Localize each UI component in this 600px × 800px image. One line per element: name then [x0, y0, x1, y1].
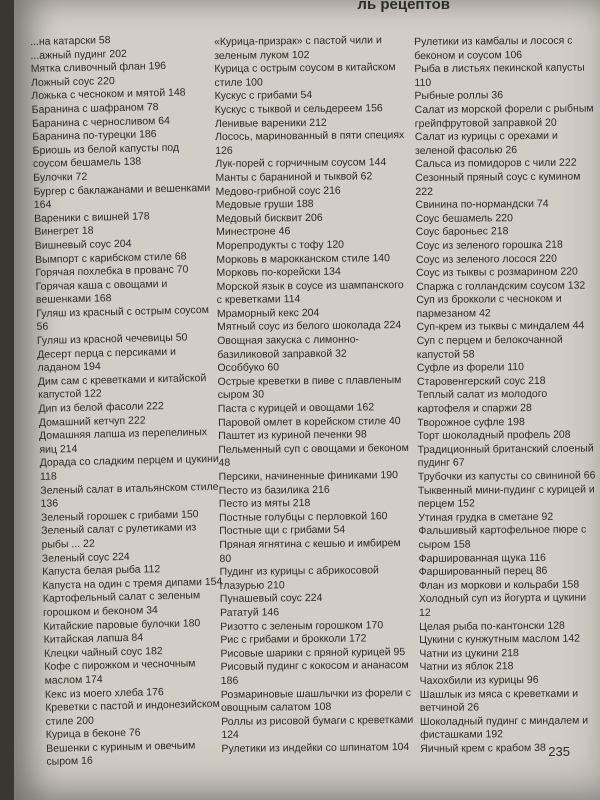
index-entry: Утиная грудка в сметане 92 [418, 510, 554, 524]
index-entry: Рисовые шарики с пряной курицей 95 [220, 645, 406, 660]
index-entry: Китайская лапша 84 [43, 631, 144, 646]
index-entry: Вишневый соус 204 [34, 237, 132, 252]
index-entry: Фальшивый картофельное пюре с сыром 158 [418, 523, 587, 551]
index-entry: Дип из белой фасоли 222 [38, 400, 164, 415]
index-entry: Чатни из цукини 218 [419, 646, 519, 660]
index-entry: ...ажный пудинг 202 [30, 47, 127, 62]
index-entry: Особбуко 60 [217, 361, 280, 375]
index-entry: Ленивые вареники 212 [214, 116, 327, 130]
index-entry: Горячая каша с овощами и вешенками 168 [35, 277, 168, 307]
index-entry: Теплый салат из молодого картофеля и спаржи 28 [417, 388, 548, 416]
index-entry: Фаршированная щука 116 [418, 551, 546, 565]
index-entry: Медово-грибной соус 216 [215, 184, 341, 198]
index-entry: Пельменный суп с овощами и беконом 48 [218, 441, 409, 470]
page-header: ль рецептов [357, 0, 450, 13]
index-entry: Домашняя лапша из перепелиных яиц 214 [38, 426, 208, 456]
book-page [14, 0, 600, 800]
index-entry: Салат из курицы с орехами и зеленой фасолью 26 [414, 129, 558, 157]
index-entry: Бургер с баклажанами и вешенками 164 [33, 181, 211, 212]
index-entry: Булочки 72 [33, 170, 88, 184]
index-entry: Флан из моркови и кольраби 158 [418, 578, 580, 592]
index-entry: Соус из зеленого горошка 218 [415, 238, 563, 252]
page-number: 235 [548, 744, 570, 759]
index-entry: Ложный соус 220 [30, 74, 115, 89]
index-entry: Рулетики из индейки со шпинатом 104 [221, 740, 410, 755]
index-entry: Роллы из рисовой бумаги с креветками 124 [221, 713, 414, 742]
index-entry: Цукини с кунжутным маслом 142 [419, 632, 581, 647]
index-entry: Горячая похлебка в прованс 70 [35, 263, 189, 280]
index-entry: Творожное суфле 198 [417, 415, 525, 429]
index-column-2 [214, 34, 417, 756]
index-entry: Розмариновые шашлычки из форели с овощным салатом 108 [220, 686, 412, 715]
index-entry: Соус из тыквы с розмарином 220 [416, 265, 578, 280]
index-entry: Гуляш из красный с острым соусом 56 [36, 303, 210, 334]
index-entry: Свинина по-нормандски 74 [415, 197, 549, 212]
index-entry: Морепродукты с тофу 120 [216, 238, 345, 252]
index-entry: Пунашевый соус 224 [219, 592, 323, 606]
index-entry: Пряная ягнятина с кешью и имбирем 80 [219, 537, 401, 565]
index-entry: Курица с острым соусом в китайском стиле 100 [214, 61, 396, 89]
index-entry: Кофе с пирожком и чесночным маслом 174 [44, 657, 196, 687]
index-entry: Холодный суп из йогурта и цукини 12 [418, 591, 587, 619]
index-entry: Салат из морской форели с рыбным грейпфрутовой заправкой 20 [414, 102, 594, 130]
index-entry: Суп с перцем и белокочанной капустой 58 [416, 333, 563, 361]
index-entry: Торт шоколадный профель 208 [417, 428, 571, 443]
index-entry: Баранина с шафраном 78 [31, 101, 159, 116]
index-entry: Домашний кетчуп 222 [38, 414, 146, 429]
index-entry: Постные голубцы с перловкой 160 [218, 509, 388, 524]
index-entry: Рыбные роллы 36 [414, 89, 504, 103]
index-entry: Креветки с пастой и индонезийском стиле 200 [45, 697, 220, 728]
index-entry: Фаршированный перец 86 [418, 565, 548, 579]
index-entry: Паста с курицей и овощами 162 [217, 401, 375, 416]
index-entry: Ризотто с зеленым горошком 170 [220, 618, 384, 633]
index-entry: Капуста белая рыба 112 [42, 563, 161, 579]
index-entry: Мраморный кекс 204 [216, 306, 320, 320]
index-entry: Сальса из помидоров с чили 222 [415, 156, 577, 171]
index-entry: Пудинг из курицы с абрикосовой глазурью 210 [219, 564, 379, 592]
index-entry: Песто из мяты 218 [218, 497, 311, 511]
index-entry: Китайские паровые булочки 180 [43, 616, 201, 633]
index-entry: Овощная закуска с лимонно-базиликовой заправкой 32 [217, 333, 360, 361]
index-entry: Острые креветки в пиве с плавленым сыром 30 [217, 373, 402, 402]
index-entry: Капуста на один с тремя дипами 154 [42, 575, 223, 592]
index-entry: Кекс из моего хлеба 176 [44, 685, 164, 701]
index-entry: Паштет из куриной печенки 98 [218, 428, 367, 443]
index-entry: Трубочки из капусты со свининой 66 [417, 469, 596, 483]
index-entry: Кускус с грибами 54 [214, 89, 313, 103]
index-entry: Клецки чайный соус 182 [43, 644, 163, 660]
index-entry: ...на катарски 58 [30, 34, 111, 48]
index-entry: Лук-порей с горчичным соусом 144 [215, 156, 387, 171]
index-column-3 [414, 34, 600, 756]
index-entry: Морковь по-корейски 134 [216, 265, 341, 280]
index-entry: Вымпорт с карибском стиле 68 [34, 250, 187, 266]
index-entry: Рисовый пудинг с кокосом и ананасом 186 [220, 659, 409, 687]
index-entry: Мятный соус из белого шоколада 224 [216, 319, 402, 334]
index-entry: Минестроне 46 [215, 225, 291, 239]
index-entry: Баранина по-турецки 186 [32, 128, 157, 144]
index-entry: Персики, начиненные финиками 190 [218, 469, 398, 483]
index-entry: Рулетики из камбалы и лосося с беконом и соусом 106 [414, 34, 573, 62]
index-entry: «Курица-призрак» с пастой чили и зеленым луком 102 [214, 34, 382, 62]
index-entry: Ложька с чесноком и мятой 148 [31, 86, 186, 103]
index-entry: Лосось, маринованный в пяти специях 126 [214, 129, 405, 157]
index-entry: Соус бароньес 218 [415, 225, 509, 239]
index-entry: Десерт перца с персиками и ладаном 194 [37, 345, 177, 375]
index-entry: Суп из брокколи с чесноком и пармезаном 42 [416, 293, 562, 320]
index-entry: Зеленый салат с рулетиками из рыбы ... 22 [41, 521, 197, 551]
index-entry: Яичный крем с крабом 38 [420, 741, 546, 755]
index-entry: Песто из базилика 216 [218, 483, 330, 497]
index-entry: Курица в беконе 76 [45, 726, 141, 742]
index-column-1 [30, 32, 227, 770]
index-entry: Кускус с тыквой и сельдереем 156 [214, 102, 383, 116]
index-entry: Рататуй 146 [219, 606, 280, 619]
index-entry: Дим сам с креветками и китайской капустой 122 [37, 371, 207, 402]
index-entry: Паровой омлет в корейском стиле 40 [217, 414, 401, 429]
index-entry: Традиционный британский слоеный пудинг 67 [417, 442, 594, 470]
index-entry: Чатни из яблок 218 [419, 660, 514, 674]
index-entry: Морковь в марокканском стиле 140 [216, 251, 391, 266]
index-entry: Медовый бисквит 206 [215, 211, 323, 225]
index-entry: Медовые груши 188 [215, 198, 314, 212]
index-entry: Спаржа с голландским соусом 132 [416, 279, 586, 293]
index-entry: Морской язык в соусе из шампанского с креветками 114 [216, 278, 404, 307]
index-entry: Картофельный салат с зеленым горошком и беконом 34 [42, 589, 201, 619]
index-entry: Винегрет 18 [34, 224, 94, 239]
index-entry: Тыквенный мини-пудинг с курицей и перцем 152 [417, 483, 595, 511]
index-entry: Бриошь из белой капусты под соусом бешамель 138 [32, 141, 180, 171]
index-entry: Чахохбили из курицы 96 [419, 673, 539, 687]
index-entry: Зеленый горошек с грибами 150 [40, 508, 199, 524]
index-entry: Мятка сливочный флан 196 [30, 60, 167, 76]
index-entry: Соус из зеленого лосося 220 [415, 252, 558, 266]
index-entry: Соус бешамель 220 [415, 211, 514, 225]
index-entry: Суфле из форели 110 [416, 361, 525, 375]
index-entry: Вешенки с куриным и овечьим сыром 16 [46, 739, 196, 769]
index-entry: Целая рыба по-кантонски 128 [419, 619, 565, 633]
index-entry: Зеленый соус 224 [41, 550, 130, 565]
index-entry: Шоколадный пудинг с миндалем и фисташками 192 [419, 714, 589, 742]
index-entry: Рис с грибами и брокколи 172 [220, 632, 367, 647]
index-entry: Манты с бараниной и тыквой 62 [215, 170, 373, 184]
index-entry: Старовенгерский соус 218 [416, 374, 546, 388]
index-entry: Рыба в листьях пекинской капусты 110 [414, 61, 585, 89]
index-entry: Зеленый салат в итальянском стиле 136 [40, 480, 219, 511]
index-entry: Суп-крем из тыквы с миндалем 44 [416, 319, 585, 334]
index-entry: Баранина с черносливом 64 [31, 114, 171, 130]
index-entry: Дорада со сладким перцем и цукини 118 [39, 453, 219, 483]
index-entry: Гуляш из красной чечевицы 50 [36, 331, 188, 347]
index-entry: Шашлык из мяса с креветками и ветчиной 26 [419, 687, 579, 715]
index-entry: Сезонный пряный соус с кумином 222 [415, 170, 581, 198]
index-entry: Вареники с вишней 178 [34, 210, 150, 225]
index-entry: Постные щи с грибами 54 [219, 524, 346, 538]
